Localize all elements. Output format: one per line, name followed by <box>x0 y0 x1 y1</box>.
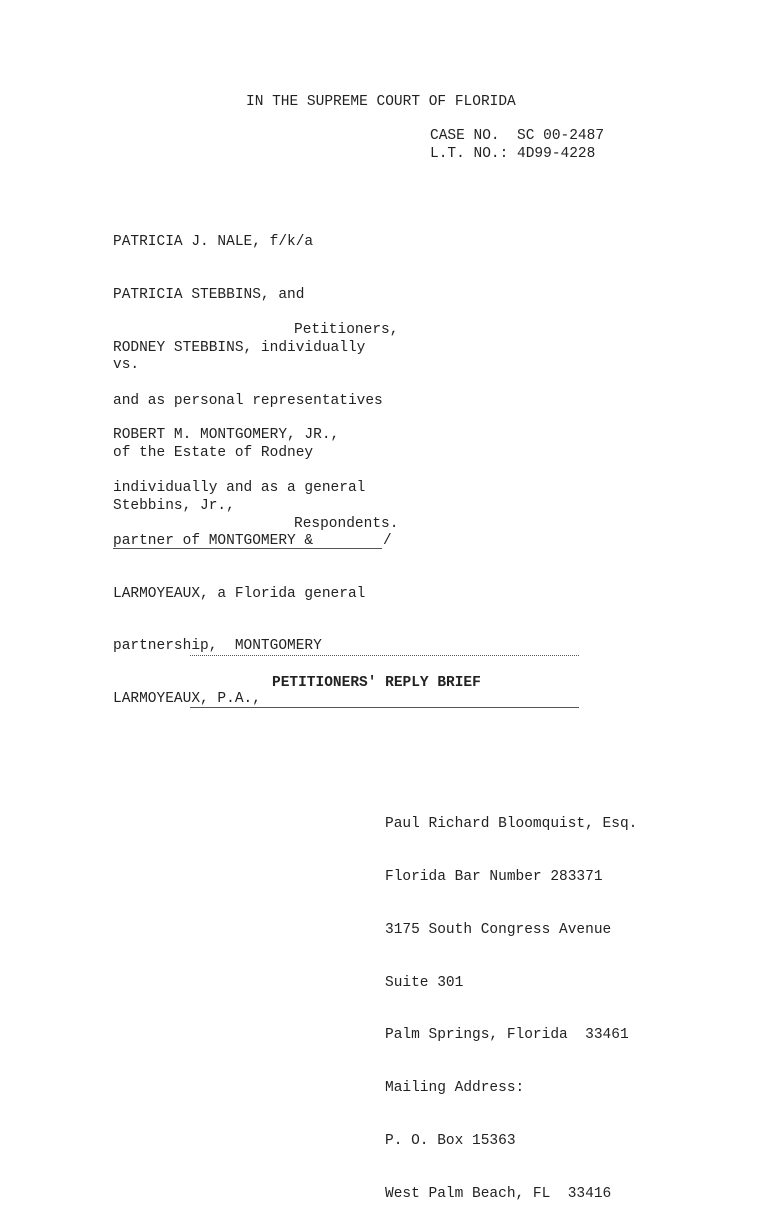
caption-underline <box>113 548 382 549</box>
mailing-address-line: West Palm Beach, FL 33416 <box>385 1185 612 1202</box>
respondents-line: partner of MONTGOMERY & <box>113 532 314 549</box>
attorney-block <box>385 781 637 1221</box>
title-bottom-rule <box>190 707 579 708</box>
petitioners-line: and as personal representatives <box>113 392 383 409</box>
case-number: CASE NO. SC 00-2487 <box>430 128 605 144</box>
petitioners-line: Stebbins, Jr., <box>113 498 235 515</box>
petitioners-line: RODNEY STEBBINS, individually <box>113 339 366 356</box>
caption-slash: / <box>383 533 392 549</box>
respondents-line: LARMOYEAUX, P.A., <box>113 691 261 708</box>
respondents-line: partnership, MONTGOMERY <box>113 638 322 655</box>
petitioners-line: of the Estate of Rodney <box>113 445 314 462</box>
mailing-address-line: P. O. Box 15363 <box>385 1132 516 1149</box>
respondents-line: ROBERT M. MONTGOMERY, JR., <box>113 427 340 444</box>
versus-label: vs. <box>113 357 140 373</box>
brief-title: PETITIONERS' REPLY BRIEF <box>272 675 481 691</box>
attorney-bar-number: Florida Bar Number 283371 <box>385 868 603 885</box>
petitioners-role: Petitioners, <box>294 322 399 338</box>
attorney-name: Paul Richard Bloomquist, Esq. <box>385 816 638 833</box>
attorney-address-line: Palm Springs, Florida 33461 <box>385 1027 629 1044</box>
respondents-line: individually and as a general <box>113 479 366 496</box>
petitioners-line: PATRICIA STEBBINS, and <box>113 286 305 303</box>
attorney-address-line: Suite 301 <box>385 974 464 991</box>
court-heading: IN THE SUPREME COURT OF FLORIDA <box>246 94 516 110</box>
respondents-line: LARMOYEAUX, a Florida general <box>113 585 366 602</box>
attorney-address-line: 3175 South Congress Avenue <box>385 921 612 938</box>
mailing-address-label: Mailing Address: <box>385 1080 525 1097</box>
title-top-rule <box>190 655 579 656</box>
respondents-role: Respondents. <box>294 516 399 532</box>
petitioners-line: PATRICIA J. NALE, f/k/a <box>113 234 314 251</box>
lower-tribunal-number: L.T. NO.: 4D99-4228 <box>430 146 596 162</box>
